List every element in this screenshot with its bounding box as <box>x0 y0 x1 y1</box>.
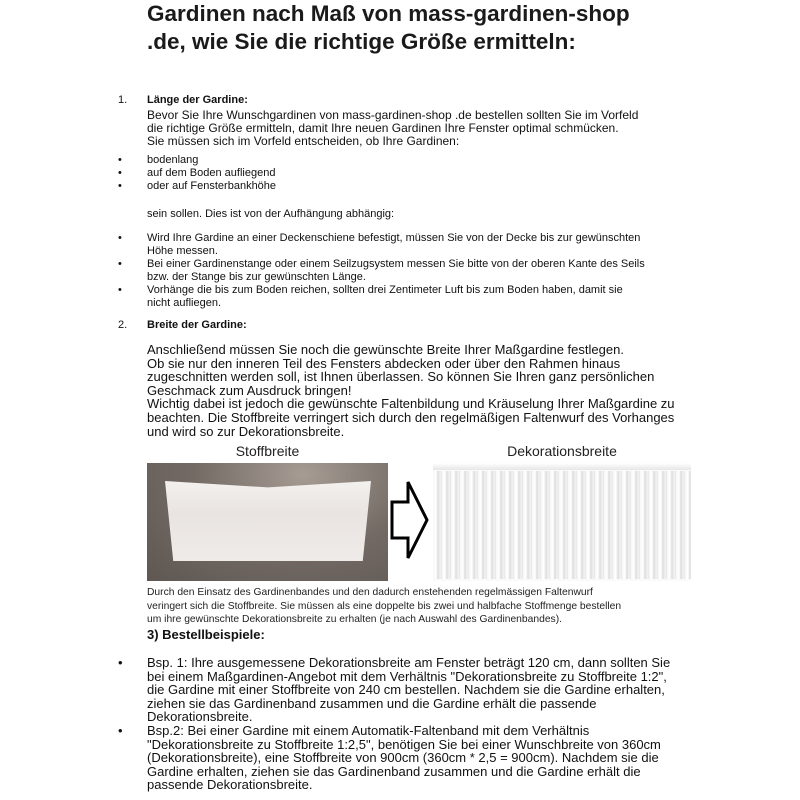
text-line: passende Dekorationsbreite. <box>147 777 313 793</box>
text-line: Wird Ihre Gardine an einer Deckenschiene befestigt, müssen Sie von der Decke bis zur gewünschten <box>147 232 641 244</box>
flat-fabric-image <box>147 463 388 581</box>
stoffbreite-label: Stoffbreite <box>235 443 300 459</box>
dekorationsbreite-label: Dekorationsbreite <box>507 443 617 459</box>
section-number: 1. <box>118 94 128 106</box>
bullet-icon: • <box>118 258 122 270</box>
text-line: nicht aufliegen. <box>147 297 221 309</box>
text-line: Dekorationsbreite. <box>147 709 253 725</box>
bullet-icon: • <box>118 232 122 244</box>
text-line: und wird so zur Dekorationsbreite. <box>147 423 345 439</box>
text-line: Wichtig dabei ist jedoch die gewünschte Faltenbildung und Kräuselung Ihrer Maßgardine zu <box>147 396 675 412</box>
page-title <box>147 0 787 56</box>
text-line: Bsp. 1: Ihre ausgemessene Dekorationsbreite am Fenster beträgt 120 cm, dann sollten Sie <box>147 655 671 670</box>
list-item <box>118 154 276 167</box>
list-item-text: bodenlang <box>147 154 199 166</box>
bullet-icon: • <box>118 180 122 192</box>
list-item <box>118 258 767 284</box>
text-line: Vorhänge die bis zum Boden reichen, sollten drei Zentimeter Luft bis zum Boden haben, damit sie <box>147 284 623 296</box>
list-item <box>118 655 747 725</box>
bullet-icon: • <box>118 655 123 670</box>
section2-paragraph <box>147 343 675 438</box>
section-heading: Breite der Gardine: <box>147 319 247 331</box>
text-line: Geschmack zum Ausdruck bringen! <box>147 382 352 398</box>
section-heading: Länge der Gardine: <box>147 94 248 106</box>
text-line: die Gardine mit einer Stoffbreite von 240 cm bestellen. Nachdem sie die Gardine erhalten, <box>147 682 665 698</box>
list-item <box>118 722 747 793</box>
mounting-rules-list <box>118 232 767 310</box>
figure-caption <box>147 586 707 627</box>
text-line: Höhe messen. <box>147 245 218 257</box>
text-line: beachten. Die Stoffbreite verringert sich durch den regelmäßigen Faltenwurf des Vorhanges <box>147 409 675 425</box>
arrow-right-icon <box>390 480 430 560</box>
text-line: Bei einer Gardinenstange oder einem Seilzugsystem messen Sie bitte von der oberen Kante des Seils <box>147 258 645 270</box>
text-line: "Dekorationsbreite zu Stoffbreite 1:2,5", benötigen Sie bei einer Wunschbreite von 360cm <box>147 736 661 752</box>
title-line: Gardinen nach Maß von mass-gardinen-shop <box>147 1 630 26</box>
text-line: (Dekorationsbreite), eine Stoffbreite von 900cm (360cm * 2,5 = 900cm). Nachdem sie die <box>147 750 659 766</box>
text-line: bei einem Maßgardinen-Angebot mit dem Verhältnis "Dekorationsbreite zu Stoffbreite 1:2", <box>147 668 667 684</box>
text-line: Ob sie nur den inneren Teil des Fensters abdecken oder über den Rahmen hinaus <box>147 355 621 371</box>
text-line: zugeschnitten werden soll, ist Ihnen überlassen. So können Sie Ihren ganz persönlichen <box>147 369 655 385</box>
list-item <box>118 232 767 258</box>
text-line: um ihre gewünschte Dekorationsbreite zu erhalten (je nach Auswahl des Gardinenbandes). <box>147 614 562 625</box>
text-line: Anschließend müssen Sie noch die gewünschte Breite Ihrer Maßgardine festlegen. <box>147 342 624 357</box>
bullet-icon: • <box>118 284 122 296</box>
bullet-icon: • <box>118 167 122 179</box>
examples-list <box>118 655 747 793</box>
section1-middle: sein sollen. Dies ist von der Aufhängung abhängig: <box>147 208 395 220</box>
length-options-list <box>118 154 277 193</box>
list-item <box>118 167 276 180</box>
text-line: Gardine erhalten, ziehen sie das Gardinenband zusammen und die Gardine erhält die <box>147 763 641 779</box>
text-line: bzw. der Stange bis zur gewünschten Länge. <box>147 271 366 283</box>
pleated-curtain-image <box>433 463 691 581</box>
list-item-text: auf dem Boden aufliegend <box>147 167 276 179</box>
list-item <box>118 284 767 310</box>
text-line: Bsp.2: Bei einer Gardine mit einem Automatik-Faltenband mit dem Verhältnis <box>147 722 590 738</box>
list-item-text: oder auf Fensterbankhöhe <box>147 180 277 192</box>
section1-intro <box>147 109 638 148</box>
list-item <box>118 180 277 193</box>
bullet-icon: • <box>118 722 123 738</box>
text-line: Sie müssen sich im Vorfeld entscheiden, ob Ihre Gardinen: <box>147 134 460 148</box>
text-line: ziehen sie das Gardinenband zusammen und die Gardine erhält die passende <box>147 695 597 711</box>
text-line: Durch den Einsatz des Gardinenbandes und den dadurch enstehenden regelmässigen Faltenwurf <box>147 587 593 598</box>
text-line: veringert sich die Stoffbreite. Sie müssen als eine doppelte bis zwei und halbfache Stoffmenge bestellen <box>147 600 622 612</box>
title-line: .de, wie Sie die richtige Größe ermitteln: <box>147 29 576 54</box>
text-line: die richtige Größe ermitteln, damit Ihre neuen Gardinen Ihre Fenster optimal schmücken. <box>147 121 619 135</box>
text-line: Bevor Sie Ihre Wunschgardinen von mass-gardinen-shop .de bestellen sollten Sie im Vorfeld <box>147 108 639 122</box>
section-number: 2. <box>118 319 128 331</box>
bullet-icon: • <box>118 154 122 166</box>
section-heading: 3) Bestellbeispiele: <box>147 627 265 642</box>
